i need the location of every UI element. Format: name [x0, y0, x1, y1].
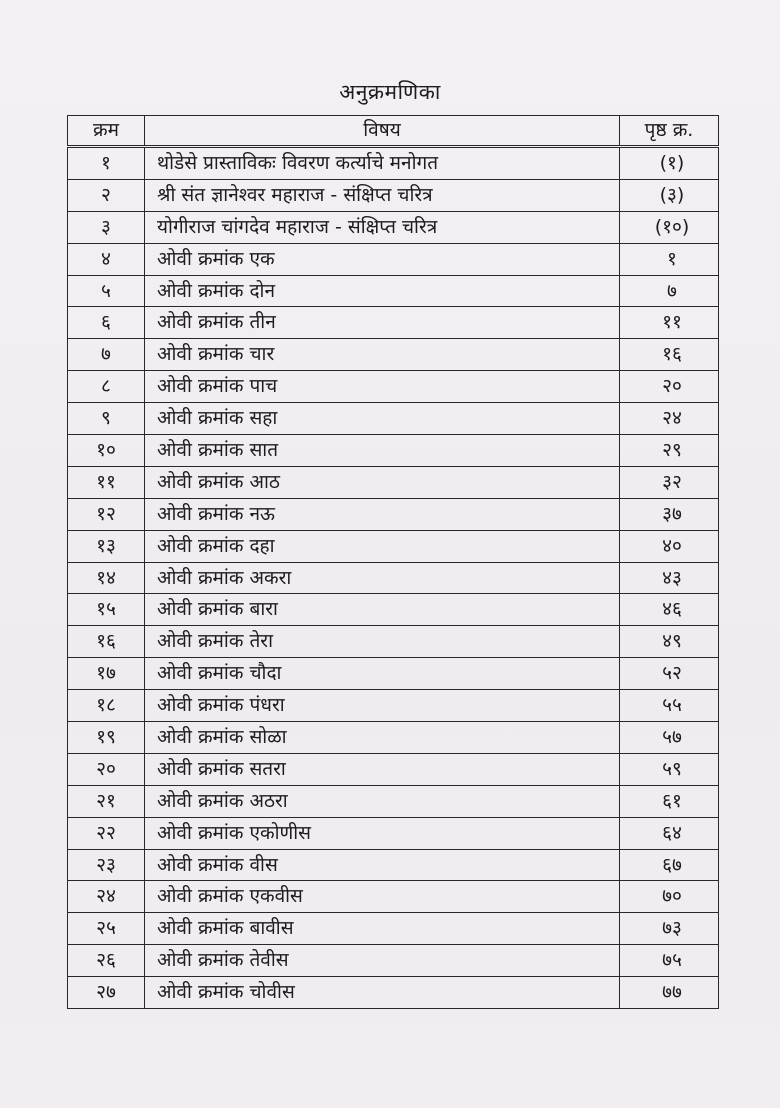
row-number: ५	[68, 275, 145, 307]
row-page-number: ७०	[620, 881, 719, 913]
table-row	[68, 785, 719, 817]
row-page-number: ६१	[620, 785, 719, 817]
row-page-number: ६४	[620, 817, 719, 849]
row-subject: ओवी क्रमांक चौदा	[145, 658, 620, 690]
table-row	[68, 817, 719, 849]
row-page-number: ६७	[620, 849, 719, 881]
table-row	[68, 913, 719, 945]
table-row	[68, 211, 719, 243]
table-row	[68, 243, 719, 275]
row-subject: ओवी क्रमांक एक	[145, 243, 620, 275]
row-subject: ओवी क्रमांक सोळा	[145, 722, 620, 754]
row-subject: ओवी क्रमांक तेरा	[145, 626, 620, 658]
table-row	[68, 849, 719, 881]
row-number: २१	[68, 785, 145, 817]
row-number: १९	[68, 722, 145, 754]
row-subject: थोडेसे प्रास्ताविकः विवरण कर्त्याचे मनोगत	[145, 147, 620, 180]
table-header-row	[68, 116, 719, 147]
table-row	[68, 562, 719, 594]
row-number: १०	[68, 435, 145, 467]
row-page-number: ५५	[620, 690, 719, 722]
row-number: २४	[68, 881, 145, 913]
row-subject: ओवी क्रमांक दहा	[145, 530, 620, 562]
table-row	[68, 753, 719, 785]
row-number: ९	[68, 403, 145, 435]
row-page-number: ४६	[620, 594, 719, 626]
row-subject: ओवी क्रमांक सहा	[145, 403, 620, 435]
row-page-number: ११	[620, 307, 719, 339]
row-page-number: ३२	[620, 466, 719, 498]
row-subject: ओवी क्रमांक तेवीस	[145, 945, 620, 977]
row-subject: श्री संत ज्ञानेश्वर महाराज - संक्षिप्त चरित्र	[145, 179, 620, 211]
row-page-number: ७५	[620, 945, 719, 977]
table-row	[68, 466, 719, 498]
table-row	[68, 179, 719, 211]
table-row	[68, 722, 719, 754]
row-number: २	[68, 179, 145, 211]
table-body	[68, 147, 719, 1009]
row-page-number: (१०)	[620, 211, 719, 243]
row-subject: ओवी क्रमांक पाच	[145, 371, 620, 403]
row-number: १६	[68, 626, 145, 658]
row-page-number: १६	[620, 339, 719, 371]
row-subject: ओवी क्रमांक बारा	[145, 594, 620, 626]
row-number: २३	[68, 849, 145, 881]
table-row	[68, 498, 719, 530]
row-page-number: १	[620, 243, 719, 275]
row-number: २२	[68, 817, 145, 849]
table-row	[68, 594, 719, 626]
table-row	[68, 977, 719, 1009]
row-subject: ओवी क्रमांक एकोणीस	[145, 817, 620, 849]
row-subject: योगीराज चांगदेव महाराज - संक्षिप्त चरित्र	[145, 211, 620, 243]
table-row	[68, 530, 719, 562]
row-number: ३	[68, 211, 145, 243]
row-subject: ओवी क्रमांक चोवीस	[145, 977, 620, 1009]
row-number: ६	[68, 307, 145, 339]
table-row	[68, 339, 719, 371]
table-row	[68, 371, 719, 403]
table-row	[68, 945, 719, 977]
row-page-number: ५९	[620, 753, 719, 785]
row-page-number: (३)	[620, 179, 719, 211]
row-page-number: ४३	[620, 562, 719, 594]
row-number: ८	[68, 371, 145, 403]
table-row	[68, 435, 719, 467]
row-page-number: ७३	[620, 913, 719, 945]
row-page-number: (१)	[620, 147, 719, 180]
row-subject: ओवी क्रमांक अठरा	[145, 785, 620, 817]
row-number: २०	[68, 753, 145, 785]
row-subject: ओवी क्रमांक पंधरा	[145, 690, 620, 722]
table-row	[68, 275, 719, 307]
row-subject: ओवी क्रमांक तीन	[145, 307, 620, 339]
row-number: १४	[68, 562, 145, 594]
row-subject: ओवी क्रमांक बावीस	[145, 913, 620, 945]
row-number: २५	[68, 913, 145, 945]
table-row	[68, 626, 719, 658]
row-subject: ओवी क्रमांक नऊ	[145, 498, 620, 530]
column-header-number: क्रम	[68, 116, 145, 147]
row-page-number: ५२	[620, 658, 719, 690]
row-subject: ओवी क्रमांक सतरा	[145, 753, 620, 785]
column-header-subject: विषय	[145, 116, 620, 147]
row-page-number: ७	[620, 275, 719, 307]
row-number: १५	[68, 594, 145, 626]
column-header-page: पृष्ठ क्र.	[620, 116, 719, 147]
row-number: १२	[68, 498, 145, 530]
row-subject: ओवी क्रमांक चार	[145, 339, 620, 371]
page-title: अनुक्रमणिका	[339, 80, 441, 104]
table-row	[68, 690, 719, 722]
table-row	[68, 881, 719, 913]
row-number: १७	[68, 658, 145, 690]
row-subject: ओवी क्रमांक आठ	[145, 466, 620, 498]
row-subject: ओवी क्रमांक एकवीस	[145, 881, 620, 913]
row-page-number: २०	[620, 371, 719, 403]
row-number: १	[68, 147, 145, 180]
row-page-number: २९	[620, 435, 719, 467]
contents-table	[67, 115, 719, 1009]
table-row	[68, 307, 719, 339]
row-page-number: ७७	[620, 977, 719, 1009]
row-subject: ओवी क्रमांक सात	[145, 435, 620, 467]
row-page-number: २४	[620, 403, 719, 435]
row-number: ७	[68, 339, 145, 371]
row-page-number: ३७	[620, 498, 719, 530]
row-page-number: ४०	[620, 530, 719, 562]
row-subject: ओवी क्रमांक वीस	[145, 849, 620, 881]
table-row	[68, 658, 719, 690]
row-subject: ओवी क्रमांक दोन	[145, 275, 620, 307]
row-number: ११	[68, 466, 145, 498]
row-subject: ओवी क्रमांक अकरा	[145, 562, 620, 594]
row-page-number: ५७	[620, 722, 719, 754]
row-page-number: ४९	[620, 626, 719, 658]
row-number: २६	[68, 945, 145, 977]
table-row	[68, 147, 719, 180]
row-number: १३	[68, 530, 145, 562]
row-number: ४	[68, 243, 145, 275]
table-row	[68, 403, 719, 435]
row-number: १८	[68, 690, 145, 722]
row-number: २७	[68, 977, 145, 1009]
